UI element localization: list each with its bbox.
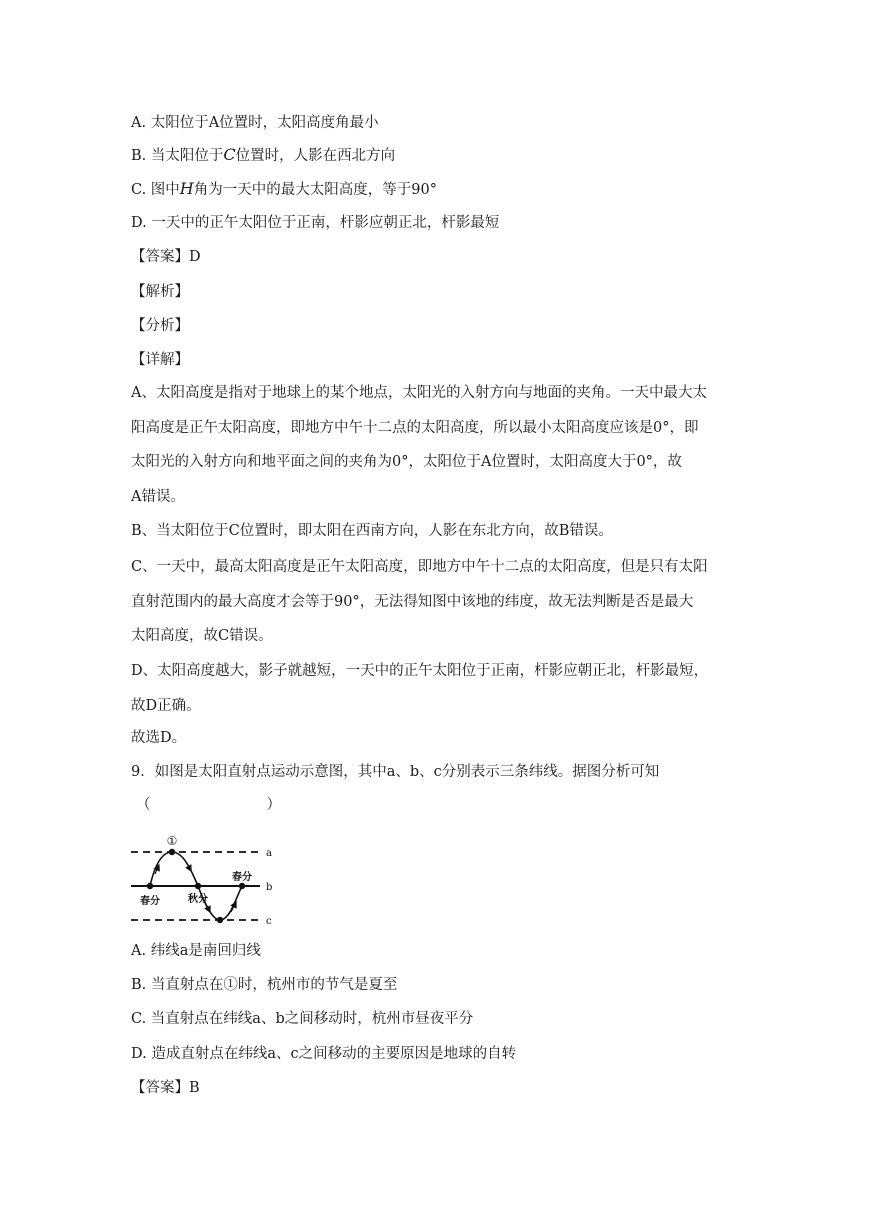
q8-option-c-pre: C. 图中 <box>131 182 180 198</box>
q8-detail-a-line: 太阳光的入射方向和地平面之间的夹角为0°，太阳位于A位置时，太阳高度大于0°，故 <box>131 454 682 470</box>
q8-option-b-pre: B. 当太阳位于 <box>131 148 224 164</box>
q8-detail-a-line: A错误。 <box>131 488 185 505</box>
q8-option-c-post: 角为一天中的最大太阳高度，等于90° <box>193 182 437 198</box>
q8-option-c-var: H <box>179 179 194 198</box>
q8-detail-c-line: C、一天中，最高太阳高度是正午太阳高度，即地方中午十二点的太阳高度，但是只有太阳 <box>131 559 708 575</box>
q8-detail-b: B、当太阳位于C位置时，即太阳在西南方向，人影在东北方向，故B错误。 <box>131 523 613 539</box>
q8-detail-d <box>131 654 741 723</box>
q8-option-b-var: C <box>223 145 236 164</box>
point-spring-equinox-1 <box>147 883 153 889</box>
point-winter-solstice <box>217 917 223 923</box>
q8-conclusion: 故选D。 <box>131 730 187 746</box>
point-summer-solstice <box>169 849 175 855</box>
q8-detail-c-line: 直射范围内的最大高度才会等于90°，无法得知图中该地的纬度，故无法判断是否是最大 <box>131 593 694 610</box>
direction-arrow <box>186 862 190 869</box>
q9-answer-blank: （ ） <box>136 797 281 813</box>
q9-answer: 【答案】B <box>131 1080 200 1096</box>
q8-option-c <box>131 179 741 200</box>
q8-option-d: D. 一天中的正午太阳位于正南，杆影应朝正北，杆影最短 <box>131 215 500 231</box>
q8-option-b-post: 位置时，人影在西北方向 <box>235 148 396 164</box>
point-spring-equinox-2 <box>239 883 245 889</box>
q9-option-a: A. 纬线a是南回归线 <box>131 943 261 959</box>
q9-option-b: B. 当直射点在①时，杭州市的节气是夏至 <box>131 977 398 993</box>
q8-answer: 【答案】D <box>131 249 201 265</box>
q8-detail-a-line: A、太阳高度是指对于地球上的某个地点，太阳光的入射方向与地面的夹角。一天中最大太 <box>131 385 707 401</box>
latitude-label-a: a <box>266 848 272 859</box>
latitude-label-c: c <box>266 916 272 927</box>
q8-detail-d-line: D、太阳高度越大，影子就越短，一天中的正午太阳位于正南，杆影应朝正北，杆影最短， <box>131 663 709 679</box>
q9-stem: 9．如图是太阳直射点运动示意图，其中a、b、c分别表示三条纬线。据图分析可知 <box>131 764 660 780</box>
label-autumn-equinox: 秋分 <box>188 894 208 905</box>
q8-detail-c <box>131 550 741 654</box>
sun-direct-point-diagram <box>128 832 278 932</box>
q8-detail-a <box>131 376 741 514</box>
q9-option-d: D. 造成直射点在纬线a、c之间移动的主要原因是地球的自转 <box>131 1046 517 1062</box>
label-spring-equinox-2: 春分 <box>232 872 252 883</box>
q8-detail-c-line: 太阳高度，故C错误。 <box>131 628 273 644</box>
q8-xiangjie-header: 【详解】 <box>131 352 189 368</box>
q8-detail-a-line: 阳高度是正午太阳高度，即地方中午十二点的太阳高度，所以最小太阳高度应该是0°，即 <box>131 419 699 436</box>
point-autumn-equinox <box>195 883 201 889</box>
q8-jiexi-header: 【解析】 <box>131 284 189 300</box>
q9-option-c: C. 当直射点在纬线a、b之间移动时，杭州市昼夜平分 <box>131 1011 474 1027</box>
latitude-label-b: b <box>266 882 273 893</box>
q8-option-a: A. 太阳位于A位置时，太阳高度角最小 <box>131 115 379 131</box>
q8-option-b <box>131 145 741 166</box>
q8-fenxi-header: 【分析】 <box>131 318 189 334</box>
q8-detail-d-line: 故D正确。 <box>131 697 201 714</box>
label-spring-equinox-1: 春分 <box>140 896 160 907</box>
marker-1-label: ① <box>166 834 178 848</box>
